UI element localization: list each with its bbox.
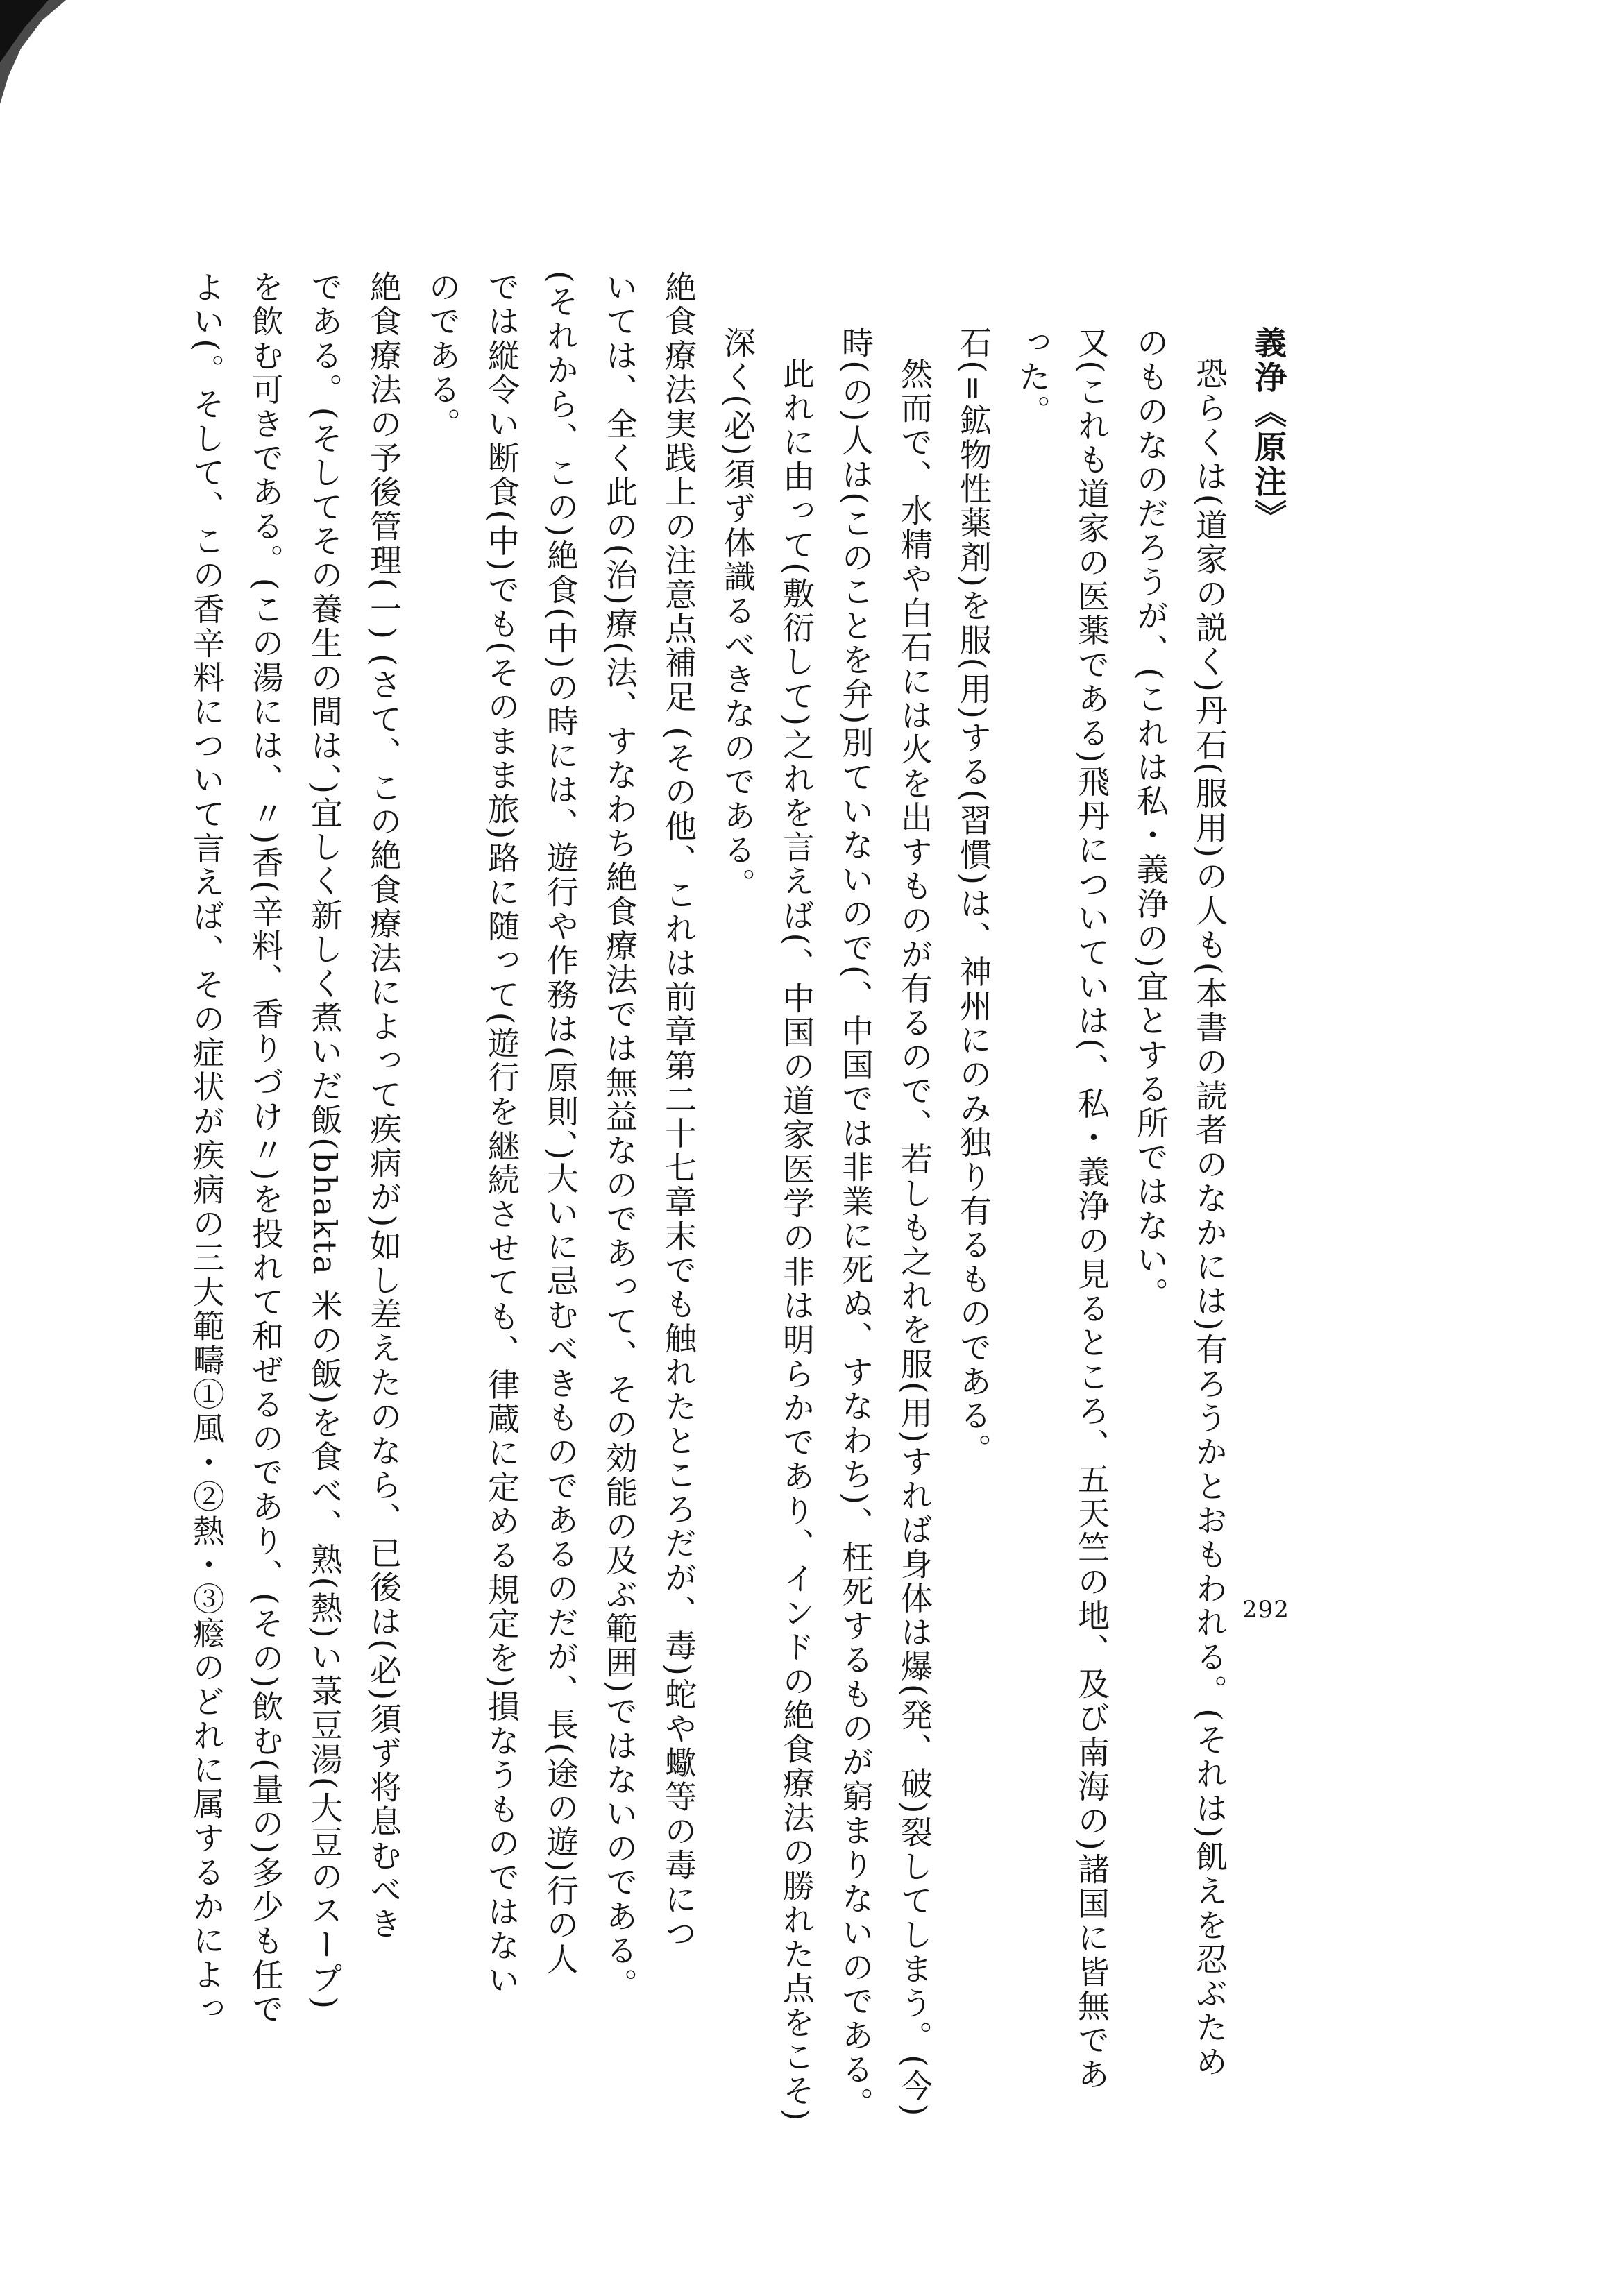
text-column: 又(これも道家の医薬である)飛丹についていは(、私・義浄の見るところ、五天竺の地、及び南海の)諸国に皆無であ: [1073, 326, 1110, 2092]
text-column: 此れに由って(敷衍して)之れを言えば(、中国の道家医学の非は明らかであり、インドの絶食療法の勝れた点をこそ): [778, 357, 815, 2123]
text-column: 石(=鉱物性薬剤)を服(用)する(習慣)は、神州にのみ独り有るものである。: [955, 326, 992, 1468]
text-column: (それから、この)絶食(中)の時には、遊行や作務は(原則、)大いに忌むべきものであるのだが、長(途の遊)行の人: [542, 271, 580, 1977]
text-column: 恐らくは(道家の説く)丹石(服用)の人も(本書の読者のなかには)有ろうかとおもわれる。(それは)飢えを忍ぶため: [1191, 357, 1228, 2080]
text-column: いては、全く此の(治)療(法、すなわち絶食療法では無益なのであって、その効能の及ぶ範囲)ではないのである。: [601, 271, 638, 2002]
text-column: のである。: [424, 271, 462, 441]
text-column: では縦令い断食(中)でも(そのまま旅)路に随って(遊行を継続させても、律蔵に定める規定を)損なうものではない: [483, 271, 521, 1998]
text-column: 深く(必)須ず体識るべきなのである。: [719, 326, 756, 902]
text-column: 絶食療法実践上の注意点補足 (その他、これは前章第二十七章末でも触れたところだが、毒)蛇や蠍等の毒につ: [660, 271, 697, 1951]
text-column: のものなのだろうが、(これは私・義浄の)宜とする所ではない。: [1132, 326, 1169, 1311]
text-column: よい(。そして、この香辛料について言えば、その症状が疾病の三大範疇①風・②熱・③癊のどれに属するかによっ: [188, 271, 226, 2027]
page-number: 292: [1242, 1596, 1289, 1624]
text-column: 時(の)人は(このことを弁)別ていないので(、中国では非業に死ぬ、すなわち)、枉死するものが窮まりないのである。: [837, 326, 874, 2121]
text-column: 然而で、水精や白石には火を出すものが有るので、若しも之れを服(用)すれば身体は爆(発、破)裂してしまう。(今): [896, 357, 933, 2118]
scan-shadow-corner: [0, 0, 76, 104]
text-column: 絶食療法の予後管理(一) (さて、この絶食療法によって疾病が)如し差えたのなら、已後は(必)須ず将息むべき: [365, 271, 403, 1941]
text-column: を飲む可きである。(この湯には、〃)香(辛料、香りづけ〃)を投れて和ぜるのであり、(その)飲む(量の)多少も任で: [247, 271, 285, 2027]
text-column: である。(そしてその養生の間は、)宜しく新しく煮いだ飯(bhakta 米の飯)を食べ、熟(熱)い菉豆湯(大豆のスープ): [306, 271, 344, 2012]
text-column: った。: [1014, 326, 1051, 429]
section-heading: 義浄《原注》: [1250, 326, 1287, 534]
